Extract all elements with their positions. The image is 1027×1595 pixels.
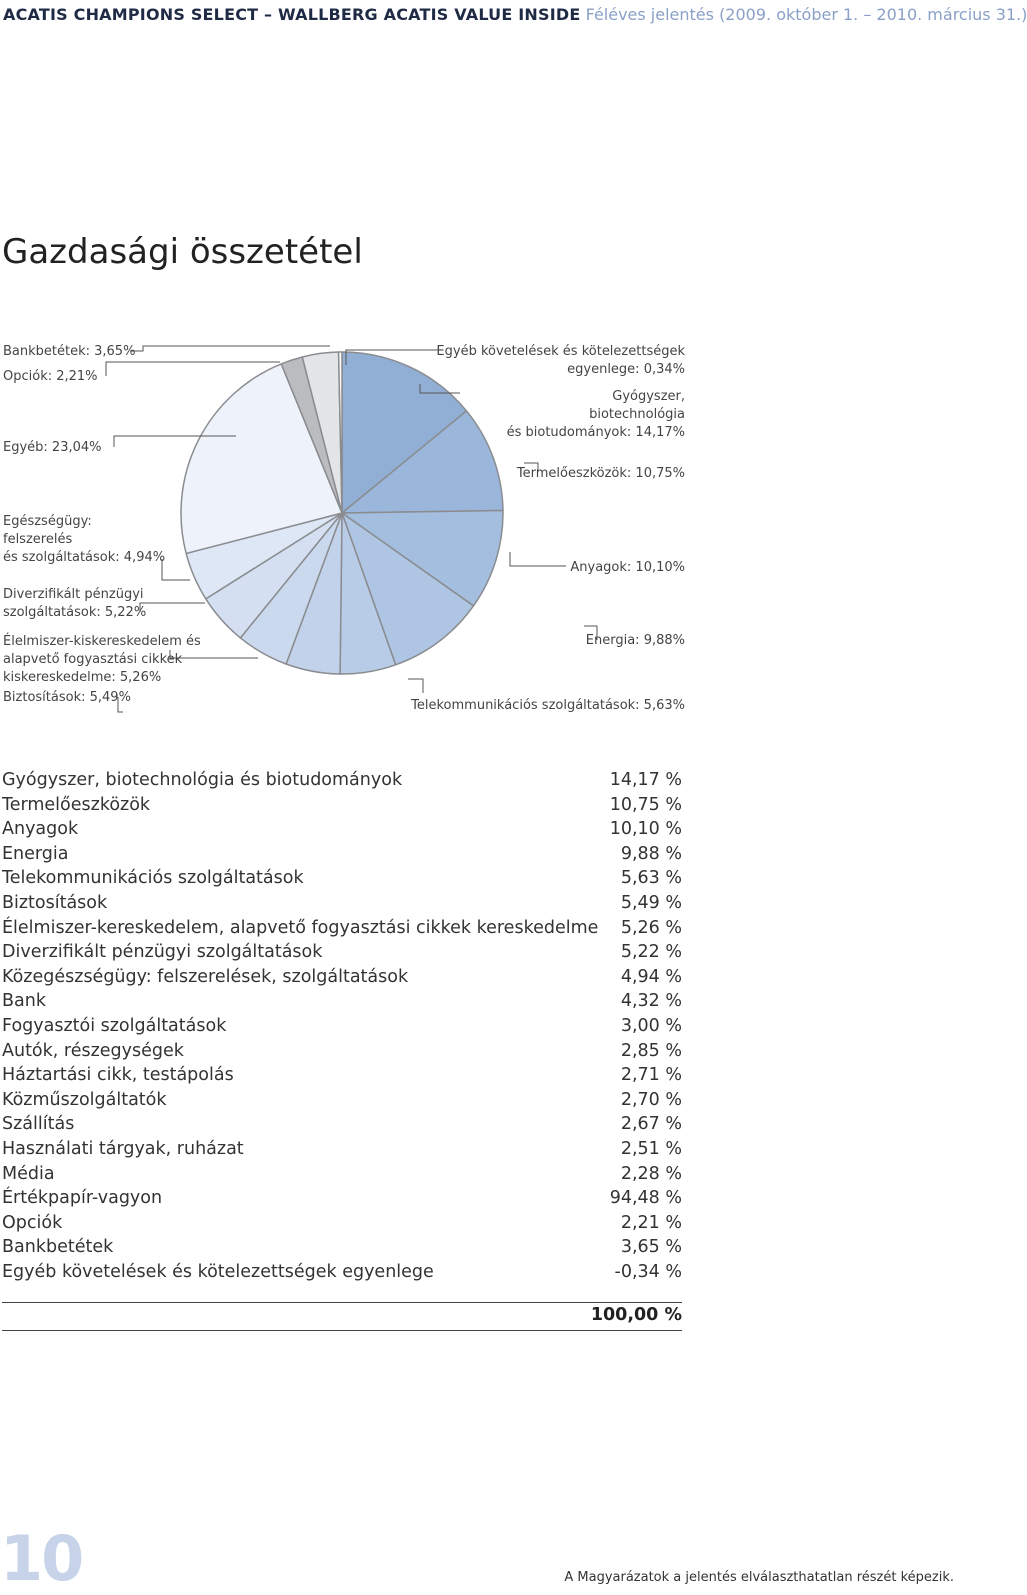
table-row-name: Média (2, 1163, 55, 1184)
table-row-name: Opciók (2, 1212, 63, 1233)
total-value: 100,00 % (590, 1305, 682, 1325)
table-row (2, 916, 682, 941)
table-row-name: Értékpapír-vagyon (2, 1188, 163, 1209)
label-elelm-line-2: alapvető fogyasztási cikkek (3, 652, 183, 667)
table-row-name: Fogyasztói szolgáltatások (2, 1015, 227, 1036)
table-row (2, 866, 682, 891)
table-row-name: Használati tárgyak, ruházat (2, 1138, 244, 1159)
leader-diverz (140, 603, 205, 612)
table-row (2, 1063, 682, 1088)
table-row-value: 2,21 % (620, 1212, 682, 1233)
table-row-name: Bankbetétek (2, 1237, 114, 1258)
table-row-name: Telekommunikációs szolgáltatások (2, 868, 304, 889)
label-egeszseg-line-3: és szolgáltatások: 4,94% (3, 550, 166, 565)
header-fund-names: ACATIS CHAMPIONS SELECT – WALLBERG ACATIS VALUE INSIDE (3, 5, 581, 24)
table-row-value: 14,17 % (609, 770, 682, 790)
table-row (2, 965, 682, 990)
table-row (2, 1137, 682, 1162)
label-elelm-line-3: kiskereskedelme: 5,26% (3, 670, 162, 685)
label-egyeb-kovet (436, 343, 685, 379)
label-elelm (3, 633, 201, 687)
total-top-rule (2, 1302, 682, 1303)
table-row-value: 5,22 % (620, 942, 682, 963)
table-row (2, 817, 682, 842)
table-row-value: 3,00 % (620, 1015, 682, 1036)
label-egeszseg (3, 513, 165, 567)
table-row (2, 1088, 682, 1113)
table-row-name: Közegészségügy: felszerelések, szolgáltatások (2, 966, 409, 987)
label-bankbetetek: Bankbetétek: 3,65% (3, 344, 136, 359)
table-row (2, 793, 682, 818)
table-row (2, 1014, 682, 1039)
label-biztositasok: Biztosítások: 5,49% (3, 690, 131, 705)
label-telekom: Telekommunikációs szolgáltatások: 5,63% (411, 698, 685, 713)
label-termelo: Termelőeszközök: 10,75% (516, 466, 685, 481)
table-row (2, 891, 682, 916)
header-report-period: Féléves jelentés (2009. október 1. – 2010. március 31.) (585, 5, 1027, 24)
table-row-value: 2,71 % (620, 1065, 682, 1086)
page-number: 10 (0, 1522, 83, 1595)
leader-egeszseg (162, 559, 190, 580)
label-diverz-line-2: szolgáltatások: 5,22% (3, 605, 147, 620)
table-row-name: Biztosítások (2, 892, 108, 913)
footer-note: A Magyarázatok a jelentés elválaszthatatlan részét képezik. (564, 1570, 954, 1585)
label-diverz (3, 586, 146, 622)
leader-opciok (106, 362, 280, 376)
label-gyogyszer (507, 388, 685, 442)
pie-slices (181, 352, 503, 674)
table-row-name: Diverzifikált pénzügyi szolgáltatások (2, 942, 323, 963)
leader-bankbetetek (130, 346, 330, 351)
label-egyeb: Egyéb: 23,04% (3, 440, 102, 455)
label-egyeb-kovet-line-2: egyenlege: 0,34% (567, 362, 685, 377)
table-row (2, 1260, 682, 1285)
table-row (2, 1162, 682, 1187)
table-row-value: 5,63 % (620, 868, 682, 889)
table-row (2, 842, 682, 867)
table-row-value: 5,26 % (620, 917, 682, 938)
label-energia: Energia: 9,88% (585, 633, 685, 648)
label-gyogyszer-line-2: biotechnológia (589, 407, 685, 422)
table-row-value: 2,70 % (620, 1089, 682, 1110)
table-row-name: Autók, részegységek (2, 1040, 184, 1061)
label-gyogyszer-line-1: Gyógyszer, (612, 389, 685, 404)
label-gyogyszer-line-3: és biotudományok: 14,17% (506, 425, 685, 440)
table-row-name: Egyéb követelések és kötelezettségek egyenlege (2, 1261, 434, 1282)
table-row-name: Energia (2, 843, 69, 864)
table-row-name: Közműszolgáltatók (2, 1089, 167, 1110)
table-row (2, 1039, 682, 1064)
label-egyeb-kovet-line-1: Egyéb követelések és kötelezettségek (436, 344, 685, 359)
table-row (2, 1112, 682, 1137)
table-row (2, 989, 682, 1014)
table-row-name: Szállítás (2, 1114, 75, 1135)
table-row-value: -0,34 % (614, 1261, 682, 1282)
table-row-value: 2,28 % (620, 1163, 682, 1184)
table-row-value: 4,32 % (620, 991, 682, 1012)
table-row-name: Bank (2, 991, 46, 1012)
label-egeszseg-line-2: felszerelés (3, 532, 73, 547)
label-egeszseg-line-1: Egészségügy: (3, 514, 92, 529)
label-anyagok: Anyagok: 10,10% (570, 560, 685, 575)
total-bottom-rule (2, 1330, 682, 1331)
table-row-value: 4,94 % (620, 966, 682, 987)
table-row-name: Háztartási cikk, testápolás (2, 1065, 234, 1086)
table-row-name: Gyógyszer, biotechnológia és biotudományok (2, 770, 403, 790)
allocation-table (2, 768, 682, 1284)
label-opciok: Opciók: 2,21% (3, 369, 98, 384)
table-row (2, 768, 682, 793)
table-row-name: Termelőeszközök (2, 794, 151, 815)
table-row (2, 940, 682, 965)
table-row (2, 1235, 682, 1260)
table-row-value: 10,10 % (609, 819, 682, 840)
table-row-value: 2,85 % (620, 1040, 682, 1061)
page-title: Gazdasági összetétel (2, 232, 363, 272)
table-row-value: 3,65 % (620, 1237, 682, 1258)
table-row-value: 2,51 % (620, 1138, 682, 1159)
label-elelm-line-1: Élelmiszer-kiskereskedelem és (3, 634, 201, 649)
table-row (2, 1186, 682, 1211)
table-row-name: Élelmiszer-kereskedelem, alapvető fogyasztási cikkek kereskedelme (2, 917, 599, 938)
leader-telekom (408, 679, 423, 693)
table-row-value: 5,49 % (620, 892, 682, 913)
table-row-value: 94,48 % (609, 1188, 682, 1209)
leader-anyagok (510, 552, 566, 566)
table-row-name: Anyagok (2, 819, 79, 840)
table-row-value: 2,67 % (620, 1114, 682, 1135)
label-diverz-line-1: Diverzifikált pénzügyi (3, 587, 144, 602)
table-row (2, 1211, 682, 1236)
table-row-value: 10,75 % (609, 794, 682, 815)
table-row-value: 9,88 % (620, 843, 682, 864)
